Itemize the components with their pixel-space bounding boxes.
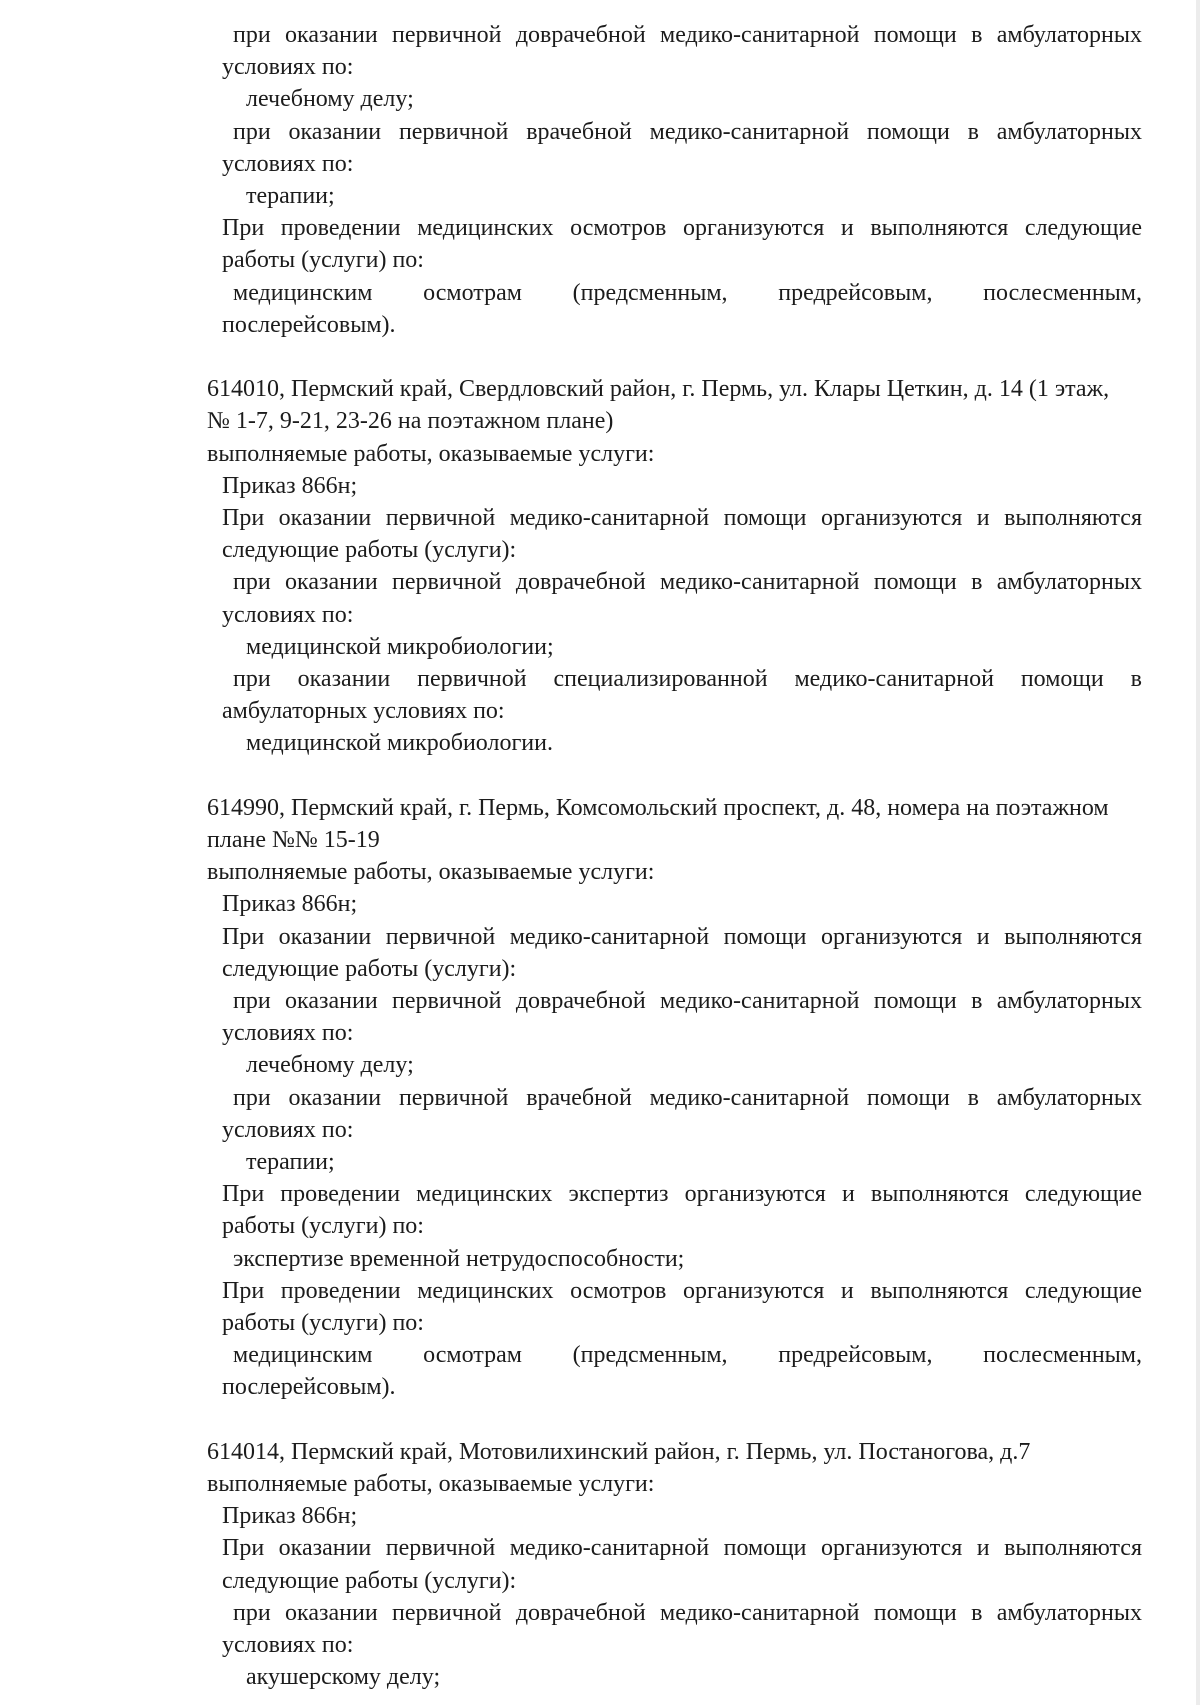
- paragraph-line: При проведении медицинских осмотров организуются и выполняются следующие: [222, 215, 1142, 242]
- paragraph-line: При оказании первичной медико-санитарной помощи организуются и выполняются: [222, 1535, 1142, 1562]
- paragraph-line: следующие работы (услуги):: [222, 955, 517, 982]
- address-line: 614990, Пермский край, г. Пермь, Комсомольский проспект, д. 48, номера на поэтажном: [207, 794, 1109, 821]
- paragraph-line: послерейсовым).: [222, 311, 396, 338]
- paragraph-line: Приказ 866н;: [222, 1503, 358, 1530]
- page-edge: [1196, 0, 1200, 1705]
- paragraph-line: при оказании первичной доврачебной медико-санитарной помощи в амбулаторных: [233, 569, 1142, 596]
- paragraph-line: условиях по:: [222, 601, 354, 628]
- address-line: плане №№ 15-19: [207, 827, 380, 853]
- paragraph-line: медицинской микробиологии.: [246, 730, 553, 757]
- paragraph-line: при оказании первичной врачебной медико-санитарной помощи в амбулаторных: [233, 118, 1142, 145]
- paragraph-line: условиях по:: [222, 1020, 354, 1047]
- paragraph-line: медицинским осмотрам (предсменным, предрейсовым, послесменным,: [233, 1342, 1142, 1369]
- paragraph-line: терапии;: [246, 1149, 335, 1175]
- paragraph-line: условиях по:: [222, 1632, 354, 1658]
- paragraph-line: условиях по:: [222, 54, 354, 81]
- paragraph-line: медицинским осмотрам (предсменным, предрейсовым, послесменным,: [233, 279, 1142, 306]
- paragraph-line: При проведении медицинских осмотров организуются и выполняются следующие: [222, 1277, 1142, 1304]
- paragraph-line: При оказании первичной медико-санитарной помощи организуются и выполняются: [222, 505, 1142, 531]
- paragraph-line: следующие работы (услуги):: [222, 537, 517, 564]
- address-line: № 1-7, 9-21, 23-26 на поэтажном плане): [207, 408, 614, 435]
- paragraph-line: экспертизе временной нетрудоспособности;: [233, 1245, 685, 1272]
- paragraph-line: терапии;: [246, 183, 335, 209]
- paragraph-line: работы (услуги) по:: [222, 247, 424, 274]
- paragraph-line: медицинской микробиологии;: [246, 633, 554, 660]
- paragraph-line: лечебному делу;: [246, 1052, 414, 1079]
- paragraph-line: при оказании первичной доврачебной медико-санитарной помощи в амбулаторных: [233, 1599, 1142, 1626]
- paragraph-line: Приказ 866н;: [222, 891, 358, 918]
- paragraph-line: Приказ 866н;: [222, 472, 358, 499]
- paragraph-line: условиях по:: [222, 150, 354, 177]
- paragraph-line: при оказании первичной специализированной медико-санитарной помощи в: [233, 666, 1142, 692]
- paragraph-line: следующие работы (услуги):: [222, 1567, 517, 1594]
- paragraph-line: акушерскому делу;: [246, 1664, 441, 1691]
- paragraph-line: работы (услуги) по:: [222, 1310, 424, 1336]
- paragraph-line: при оказании первичной врачебной медико-санитарной помощи в амбулаторных: [233, 1084, 1142, 1111]
- paragraph-line: при оказании первичной доврачебной медико-санитарной помощи в амбулаторных: [233, 22, 1142, 48]
- address-line: 614014, Пермский край, Мотовилихинский район, г. Пермь, ул. Постаногова, д.7: [207, 1438, 1031, 1465]
- paragraph-line: условиях по:: [222, 1116, 354, 1143]
- paragraph-line: послерейсовым).: [222, 1374, 396, 1401]
- paragraph-line: при оказании первичной доврачебной медико-санитарной помощи в амбулаторных: [233, 988, 1142, 1014]
- address-line: 614010, Пермский край, Свердловский район, г. Пермь, ул. Клары Цеткин, д. 14 (1 этаж,: [207, 376, 1110, 403]
- paragraph-line: При оказании первичной медико-санитарной помощи организуются и выполняются: [222, 923, 1142, 950]
- section-heading-line: выполняемые работы, оказываемые услуги:: [207, 859, 655, 886]
- section-heading-line: выполняемые работы, оказываемые услуги:: [207, 1471, 655, 1497]
- paragraph-line: лечебному делу;: [246, 86, 414, 113]
- paragraph-line: амбулаторных условиях по:: [222, 698, 505, 725]
- paragraph-line: При проведении медицинских экспертиз организуются и выполняются следующие: [222, 1181, 1142, 1208]
- paragraph-line: работы (услуги) по:: [222, 1213, 424, 1240]
- section-heading-line: выполняемые работы, оказываемые услуги:: [207, 440, 655, 467]
